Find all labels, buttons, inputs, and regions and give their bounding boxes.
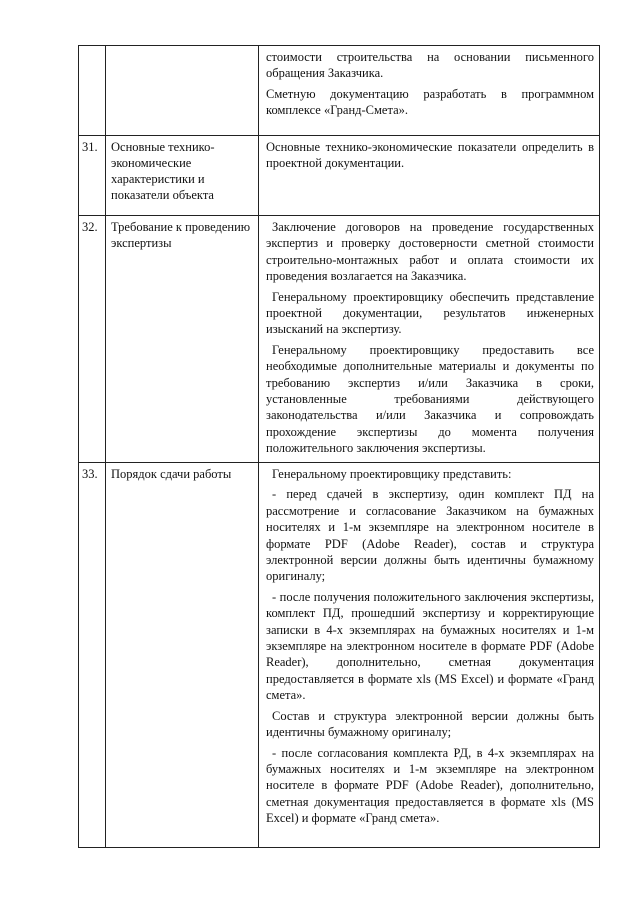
row-title: Порядок сдачи работы [106,463,259,848]
row-content [259,46,600,136]
paragraph: Сметную документацию разработать в программном комплексе «Гранд-Смета». [266,86,594,118]
row-content [259,216,600,463]
table-row [79,463,600,848]
paragraph: Генеральному проектировщику предоставить все необходимые дополнительные материалы и документы по требованию экспертиз и/или Заказчика в сроки, установленные требованиями действующего законодательства и/или Заказчика и сопровождать прохождение экспертизы до момента получения положительного заключения экспертизы. [266,342,594,456]
row-number: 31. [79,136,106,216]
row-number [79,46,106,136]
paragraph: Генеральному проектировщику обеспечить представление проектной документации, результатов инженерных изысканий на экспертизу. [266,289,594,337]
row-title: Основные технико-экономические характеристики и показатели объекта [106,136,259,216]
table-row [79,46,600,136]
row-number: 32. [79,216,106,463]
paragraph: - после получения положительного заключения экспертизы, комплект ПД, прошедший экспертизу и корректирующие записки в 4-х экземплярах на бумажных носителях и 1-м экземпляре на электронном носителе в формате PDF (Adobe Reader), дополнительно, сметная документация предоставляется в формате xls (MS Excel) и формате «Гранд смета». [266,589,594,703]
row-content [259,463,600,848]
paragraph: Основные технико-экономические показатели определить в проектной документации. [266,140,594,171]
row-title [106,46,259,136]
paragraph: Заключение договоров на проведение государственных экспертиз и проверку достоверности сметной стоимости строительно-монтажных работ и оплата стоимости их проведения возлагается на Заказчика. [266,220,594,284]
paragraph: - после согласования комплекта РД, в 4-х экземплярах на бумажных носителях и 1-м экземпляре на электронном носителе в формате PDF (Adobe Reader), дополнительно, сметная документация предоставляется в формате xls (MS Excel) и формате «Гранд смета». [266,745,594,826]
paragraph: Состав и структура электронной версии должны быть идентичны бумажному оригиналу; [266,708,594,740]
row-title: Требование к проведению экспертизы [106,216,259,463]
paragraph: Генеральному проектировщику представить: [272,467,512,481]
row-content [259,136,600,216]
paragraph: - перед сдачей в экспертизу, один комплект ПД на рассмотрение и согласование Заказчиком на бумажных носителях и 1-м экземпляре на электронном носителе в формате PDF (Adobe Reader), состав и структура электронной версии должны быть идентичны бумажному оригиналу; [266,487,594,584]
row-number: 33. [79,463,106,848]
table-row [79,216,600,463]
table-row [79,136,600,216]
requirements-table [78,45,600,848]
paragraph: стоимости строительства на основании письменного обращения Заказчика. [266,50,594,81]
